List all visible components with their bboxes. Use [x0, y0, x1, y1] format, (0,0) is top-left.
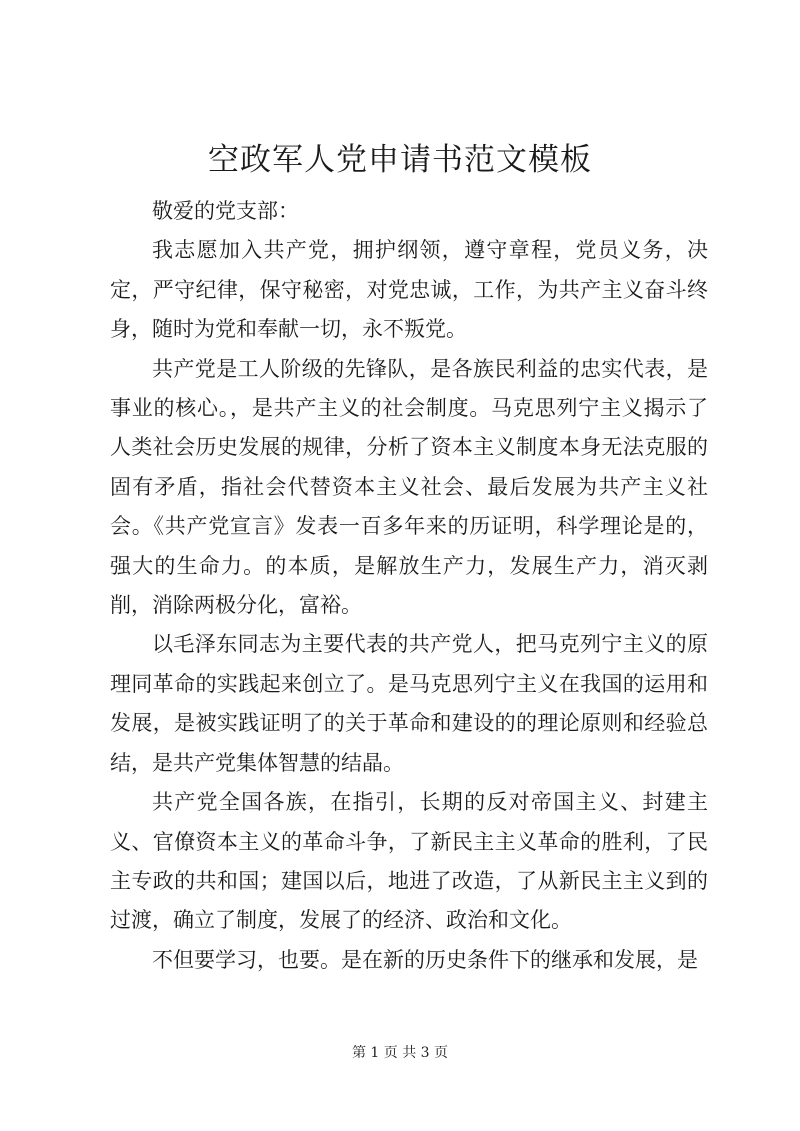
body-paragraph: 以毛泽东同志为主要代表的共产党人，把马克列宁主义的原理同革命的实践起来创立了。是马克思列宁主义在我国的运用和发展，是被实践证明了的关于革命和建设的的理论原则和经验总结，是共产党集体智慧的结晶。: [110, 632, 708, 775]
salutation-paragraph: 敬爱的党支部：: [152, 199, 299, 223]
document-body: [110, 192, 708, 980]
body-paragraph: 我志愿加入共产党，拥护纲领，遵守章程，党员义务，决定，严守纪律，保守秘密，对党忠诚，工作，为共产主义奋斗终身，随时为党和奉献一切，永不叛党。: [110, 238, 708, 342]
body-paragraph: 共产党全国各族，在指引，长期的反对帝国主义、封建主义、官僚资本主义的革命斗争，了新民主主义革命的胜利，了民主专政的共和国；建国以后，地进了改造，了从新民主主义到的过渡，确立了制度，发展了的经济、政治和文化。: [110, 790, 708, 933]
body-paragraph: 不但要学习，也要。是在新的历史条件下的继承和发展，是: [152, 947, 698, 972]
page-number-label: 第 1 页 共 3 页: [351, 1045, 449, 1061]
document-title: 空政军人党申请书范文模板: [208, 142, 592, 178]
body-paragraph: 共产党是工人阶级的先锋队，是各族民利益的忠实代表，是事业的核心。，是共产主义的社会制度。马克思列宁主义揭示了人类社会历史发展的规律，分析了资本主义制度本身无法克服的固有矛盾，指社会代替资本主义社会、最后发展为共产主义社会。《共产党宣言》发表一百多年来的历证明，科学理论是的，强大的生命力。的本质，是解放生产力，发展生产力，消灭剥削，消除两极分化，富裕。: [110, 356, 708, 618]
page-footer: [0, 1043, 800, 1063]
